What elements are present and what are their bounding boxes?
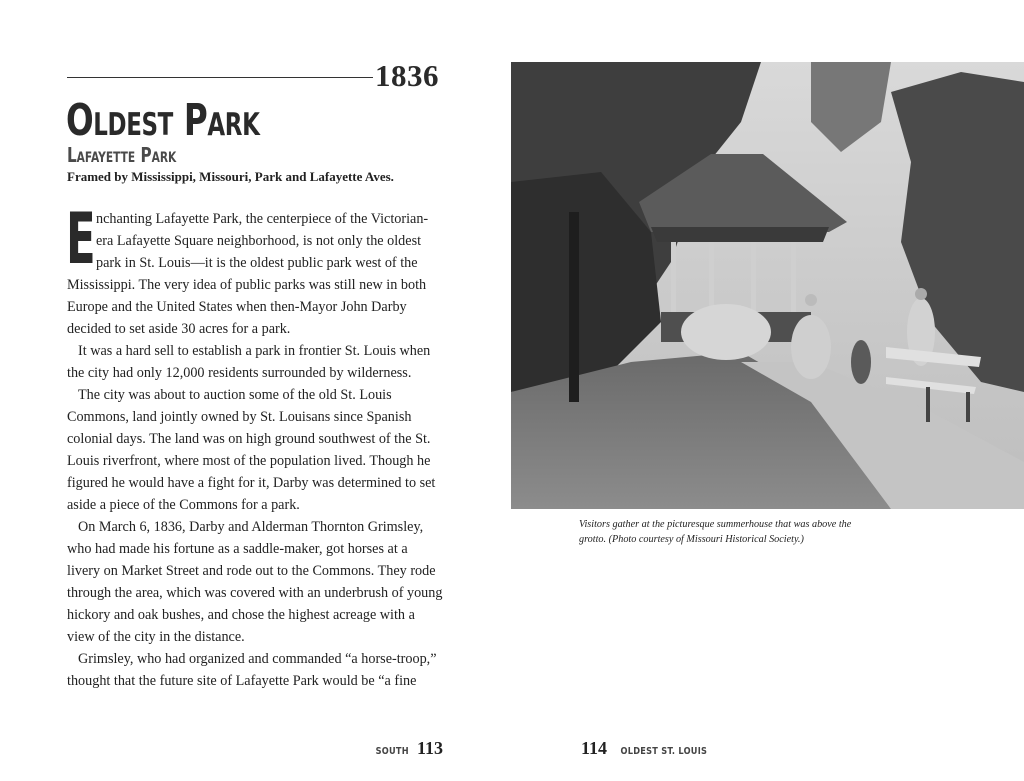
- paragraph-3: The city was about to auction some of the old St. Louis Commons, land jointly owned by St. Louisans since Spanish colonial days. The land was on high ground southwest of the St. Louis riverfront, where most of the population lived. Though he figured he would have a fight for it, Darby was determined to set aside a piece of the Commons for a park.: [67, 387, 436, 513]
- address-line: Framed by Mississippi, Missouri, Park and Lafayette Aves.: [67, 169, 394, 184]
- folio-right: [581, 738, 717, 759]
- paragraph-1: [66, 198, 443, 340]
- folio-left: [372, 738, 443, 759]
- folio-left-number: 113: [416, 738, 443, 758]
- folio-right-number: 114: [581, 738, 608, 758]
- page-subtitle: Lafayette Park: [67, 143, 177, 167]
- paragraph-5: Grimsley, who had organized and commanded “a horse-troop,” thought that the future site of Lafayette Park would be “a fine: [67, 651, 437, 689]
- page-title: Oldest Park: [66, 95, 260, 146]
- folio-left-label: SOUTH: [376, 746, 410, 757]
- drop-cap: E: [66, 198, 96, 280]
- body-text: [66, 198, 443, 692]
- photo-caption: Visitors gather at the picturesque summerhouse that was above the grotto. (Photo courtesy of Missouri Historical Society.): [579, 519, 852, 545]
- paragraph-1-text: nchanting Lafayette Park, the centerpiece of the Victorian-era Lafayette Square neighborhood, is not only the oldest park in St. Louis—it is the oldest public park west of the Mississippi. The very idea of public parks was still new in both Europe and the United States when then-Mayor John Darby decided to set aside 30 acres for a park.: [67, 211, 429, 337]
- paragraph-2: It was a hard sell to establish a park in frontier St. Louis when the city had only 12,000 residents surrounded by wilderness.: [67, 343, 431, 381]
- historic-photo: [511, 62, 1024, 509]
- year-rule: [67, 77, 373, 78]
- paragraph-4: On March 6, 1836, Darby and Alderman Thornton Grimsley, who had made his fortune as a saddle-maker, got horses at a livery on Market Street and rode out to the Commons. They rode through the area, which was covered with an underbrush of young hickory and oak bushes, and chose the highest acreage with a view of the city in the distance.: [67, 519, 443, 645]
- folio-right-label: OLDEST ST. LOUIS: [620, 746, 708, 757]
- year-heading: 1836: [375, 58, 439, 93]
